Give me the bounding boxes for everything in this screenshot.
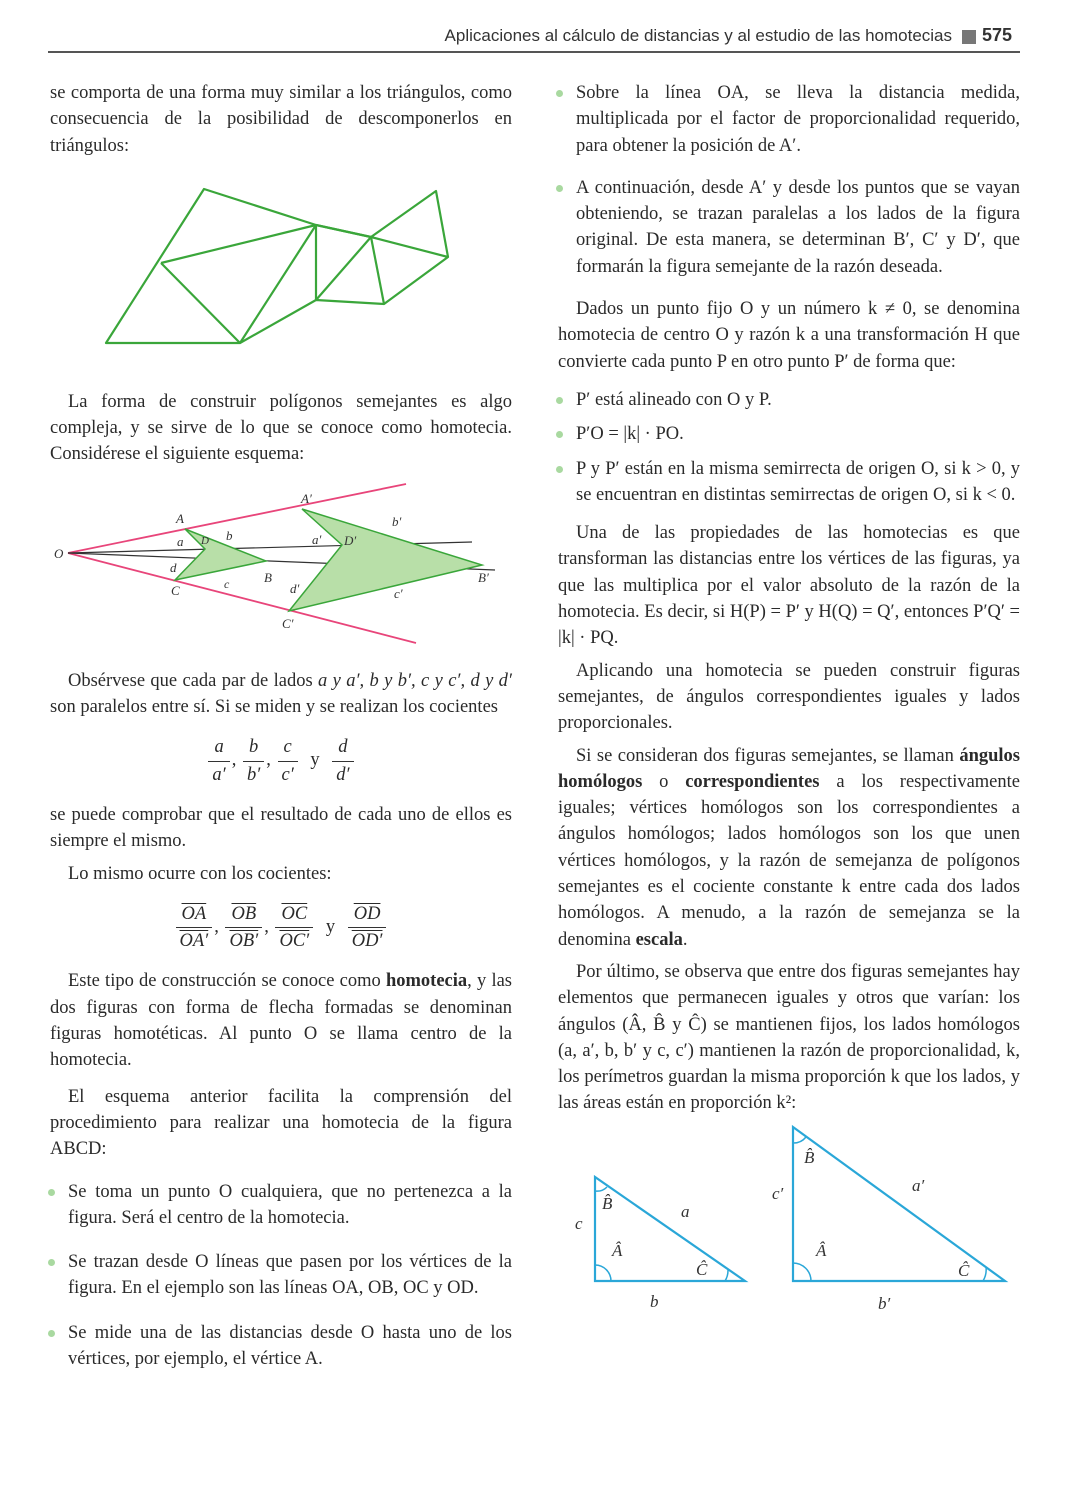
label-O: O	[54, 545, 64, 561]
label-b-prime: b′	[392, 513, 402, 529]
similar-triangles-figure	[558, 1121, 1020, 1311]
label-b: b	[226, 527, 233, 543]
triangulated-polygon-figure	[50, 173, 512, 373]
triangle-edge	[316, 225, 371, 237]
fraction-row-sides	[50, 734, 512, 788]
header-rule	[48, 51, 1020, 53]
small-triangle	[595, 1177, 745, 1281]
numerator: $\overline{OA}$	[181, 903, 207, 924]
fraction	[208, 734, 229, 788]
label-d-prime: d′	[290, 580, 300, 596]
numerator: $\overline{OD}$	[353, 903, 381, 924]
fraction	[243, 734, 264, 788]
arrow-figure-ABCD	[175, 529, 266, 580]
angle-arc-C	[725, 1270, 728, 1281]
paragraph	[50, 668, 512, 721]
denominator: OC′	[275, 927, 313, 954]
denominator: b′	[243, 761, 264, 788]
triangle-edge	[371, 237, 384, 304]
angle-arc-C-prime	[983, 1267, 986, 1281]
angle-arc-A-prime	[793, 1263, 811, 1281]
label-c-prime: c′	[772, 1183, 784, 1203]
triangle-edge	[240, 225, 316, 343]
label-c: c	[575, 1213, 583, 1233]
text: o	[642, 771, 686, 792]
text: Obsérvese que cada par de lados	[68, 670, 319, 691]
label-a-prime: a′	[312, 531, 322, 547]
arrow-figure-A2B2C2D2	[289, 509, 482, 611]
paragraph: Aplicando una homotecia se pueden construir figuras semejantes, de ángulos correspondientes iguales y lados proporcionales.	[558, 660, 1020, 734]
text: a los respectivamente iguales; vértices homólogos son los correspondientes a ángulos homólogos; lados homólogos son los que unen vértices homólogos, y la razón de semejanza de polígonos semejantes es el cociente constante k entre cada dos lados homólogos. A menudo, a la razón de semejanza se la denomina	[558, 771, 1020, 950]
label-c-prime: c′	[394, 585, 403, 601]
label-B: B	[264, 569, 272, 585]
bullet-item: P y P′ están en la misma semirrecta de origen O, si k > 0, y se encuentran en distintas semirrectas de origen O, si k < 0.	[558, 456, 1020, 509]
numerator: a	[214, 737, 224, 758]
paragraph: El esquema anterior facilita la comprensión del procedimiento para realizar una homotecia de la figura ABCD:	[50, 1086, 512, 1160]
triangle-edge	[161, 263, 240, 343]
denominator: OD′	[348, 927, 387, 954]
label-b-prime: b′	[878, 1293, 891, 1311]
left-column	[50, 80, 512, 1372]
numerator: c	[283, 737, 292, 758]
bullet-item: Se toma un punto O cualquiera, que no pertenezca a la figura. Será el centro de la homotecia.	[50, 1179, 512, 1232]
right-column	[558, 80, 1020, 1311]
label-d: d	[170, 559, 177, 575]
label-C-hat: Ĉ	[696, 1259, 708, 1279]
header-square-icon	[962, 30, 976, 44]
term-homotecia: homotecia	[385, 971, 468, 992]
label-B-hat: B̂	[602, 1193, 613, 1213]
numerator: b	[248, 737, 259, 758]
bullet-item: Se mide una de las distancias desde O hasta uno de los vértices, por ejemplo, el vértice A.	[50, 1320, 512, 1373]
label-b: b	[650, 1291, 659, 1311]
label-C: C	[171, 582, 180, 598]
text: Este tipo de construcción se conoce como	[68, 971, 386, 992]
term-escala: escala	[635, 929, 683, 950]
denominator: c′	[278, 761, 298, 788]
bullet-item: Sobre la línea OA, se lleva la distancia medida, multiplicada por el factor de proporcionalidad requerido, para obtener la posición de A′.	[558, 80, 1020, 159]
term-correspondientes: correspondientes	[685, 771, 820, 792]
running-title: Aplicaciones al cálculo de distancias y al estudio de las homotecias	[444, 26, 952, 45]
triangle-edge	[161, 225, 316, 263]
paragraph: Una de las propiedades de las homotecias es que transforman las distancias entre los vértices de las figuras, ya que las multiplica por el valor absoluto de la razón de la homotecia. Es decir, si H(P) = P′ y H(Q) = Q′, entonces P′Q′ = |k| · PQ.	[558, 523, 1020, 649]
label-A-hat: Â	[612, 1240, 623, 1260]
paragraph: Por último, se observa que entre dos figuras semejantes hay elementos que permanecen iguales y otros que varían: los ángulos (Â, B̂ y Ĉ) se mantienen fijos, los lados homólogos (a, a′, b, b′ y c, c′) mantienen la razón de proporcionalidad, k, los perímetros guardan la misma proporción k que los lados, y las áreas están en proporción k²:	[558, 961, 1020, 1114]
label-A: A	[176, 510, 184, 526]
paragraph: Lo mismo ocurre con los cocientes:	[68, 863, 332, 884]
label-B-prime: B′	[478, 569, 489, 585]
text: son paralelos entre sí. Si se miden y se realizan los cocientes	[50, 697, 498, 718]
conjunction: y	[310, 750, 320, 771]
fraction	[275, 901, 313, 955]
page-number: 575	[982, 25, 1013, 45]
conjunction: y	[325, 916, 336, 937]
fraction	[225, 901, 262, 955]
angle-arc-B-prime	[793, 1137, 806, 1143]
paragraph: Dados un punto fijo O y un número k ≠ 0, se denomina homotecia de centro O y razón k a una transformación H que convierte cada punto P en otro punto P′ de forma que:	[558, 299, 1020, 372]
fraction-row-segments: $\frac{\overline{OA}}{OA'}$ , $\frac{\overline{OB}}{OB'}$ , $\frac{\overline{OC}}{OC'}$ y $\frac{\overline{OD}}{OD'}$	[50, 901, 512, 955]
term-angulos-homologos: ángulos homólogos	[558, 745, 1020, 792]
polygon-outline	[106, 189, 448, 343]
denominator: a′	[208, 761, 229, 788]
fraction	[348, 901, 387, 955]
label-a: a	[177, 533, 184, 549]
text: .	[682, 929, 688, 950]
comma: ,	[266, 750, 271, 771]
numerator: $\overline{OC}$	[281, 903, 308, 924]
label-A-prime: A′	[301, 490, 312, 506]
fraction	[278, 734, 298, 788]
paragraph: se comporta de una forma muy similar a los triángulos, como consecuencia de la posibilidad de descomponerlos en triángulos:	[50, 83, 512, 156]
paragraph	[50, 968, 512, 1073]
bullet-item: Se trazan desde O líneas que pasen por los vértices de la figura. En el ejemplo son las líneas OA, OB, OC y OD.	[50, 1249, 512, 1302]
side-pairs: a y a′, b y b′, c y c′, d y d′	[318, 670, 512, 691]
numerator: $\overline{OB}$	[231, 903, 257, 924]
bullet-item: P′ está alineado con O y P.	[558, 387, 1020, 413]
label-D: D	[201, 534, 209, 547]
denominator: OA′	[176, 927, 213, 954]
denominator: OB′	[225, 927, 262, 954]
text: Si se consideran dos figuras semejantes, se llaman	[576, 745, 960, 766]
label-c: c	[224, 576, 230, 591]
homothety-diagram	[50, 482, 512, 652]
text: , y las dos figuras con forma de flecha formadas se denominan figuras homotéticas. Al punto O se llama centro de la homotecia.	[50, 971, 512, 1071]
triangle-edge	[316, 237, 371, 300]
label-A-hat-2: Â	[816, 1240, 827, 1260]
label-a: a	[681, 1201, 690, 1221]
fraction	[332, 734, 353, 788]
label-B-hat-2: B̂	[804, 1147, 815, 1167]
bullet-item: A continuación, desde A′ y desde los puntos que se vayan obteniendo, se trazan paralelas a los lados de la figura original. De esta manera, se determinan B′, C′ y D′, que formarán la figura semejante de la razón deseada.	[558, 175, 1020, 280]
paragraph: La forma de construir polígonos semejantes es algo compleja, y se sirve de lo que se conoce como homotecia. Considérese el siguiente esquema:	[50, 391, 512, 465]
triangle-edge	[371, 237, 448, 257]
numerator: d	[338, 737, 348, 758]
angle-arc-B	[595, 1187, 607, 1191]
comma: ,	[231, 750, 237, 771]
paragraph: se puede comprobar que el resultado de cada uno de ellos es siempre el mismo.	[50, 804, 512, 852]
denominator: d′	[332, 761, 353, 788]
fraction	[176, 901, 213, 955]
label-C-hat-2: Ĉ	[958, 1260, 970, 1280]
label-a-prime: a′	[912, 1175, 925, 1195]
angle-arc-A	[595, 1265, 611, 1281]
paragraph	[558, 743, 1020, 953]
label-D-prime: D′	[344, 532, 357, 548]
label-C-prime: C′	[282, 615, 294, 631]
bullet-item: P′O = |k| · PO.	[558, 421, 1020, 447]
